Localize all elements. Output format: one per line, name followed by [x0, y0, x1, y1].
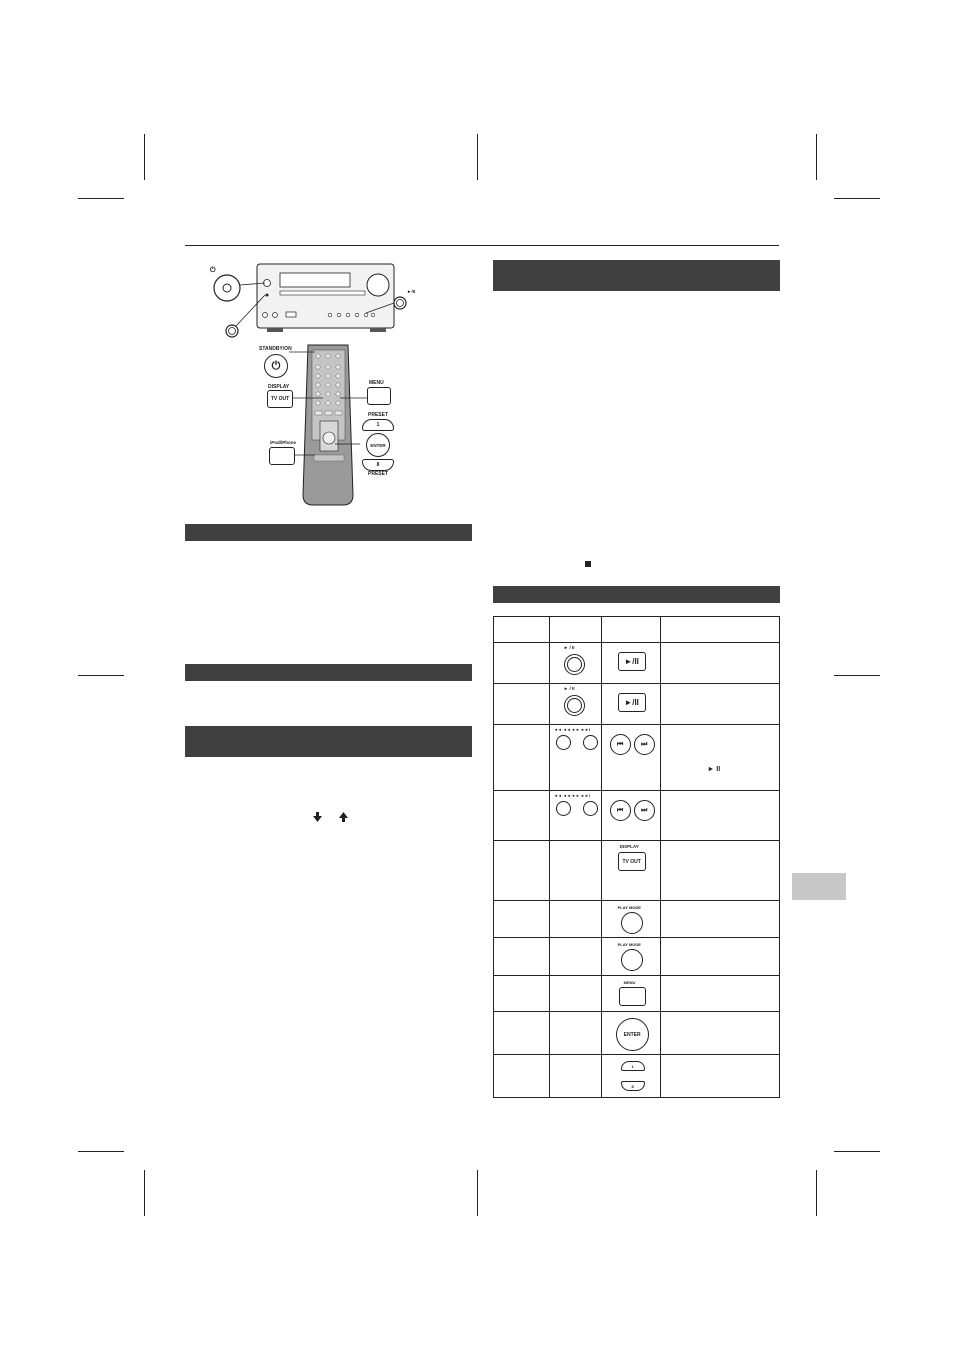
menu-button — [367, 387, 391, 405]
table-header-row — [494, 617, 780, 643]
side-language-tab — [792, 873, 846, 900]
tv-out-button: TV OUT — [267, 390, 293, 408]
play-pause-note: ► II — [707, 766, 721, 773]
unit-skip-labels: ◄◄ ◄◄ ►► ►►I — [553, 793, 590, 798]
preset-top-label: PRESET — [368, 412, 389, 418]
unit-standby-icon: ⏻ — [210, 267, 216, 274]
crop-mark — [477, 134, 478, 180]
stop-icon — [585, 561, 591, 567]
crop-mark — [834, 198, 880, 199]
remote-enter-button: ENTER — [616, 1018, 649, 1051]
unit-skip-back-button — [556, 801, 571, 816]
remote-play-mode-button — [621, 949, 643, 971]
preset-down-button: 8 — [362, 459, 394, 471]
enter-button: ENTER — [366, 433, 390, 457]
remote-play-mode-button — [621, 912, 643, 934]
remote-preset-down-button: 8 — [621, 1081, 645, 1091]
down-arrow-icon — [313, 812, 322, 822]
display-label: DISPLAY — [268, 384, 290, 390]
unit-play-pause-label: ►/II — [407, 289, 416, 294]
standby-button: ⏻ — [264, 354, 288, 378]
unit-skip-forward-button — [583, 801, 598, 816]
ipod-iphone-label: iPod/iPhone — [270, 440, 297, 445]
remote-preset-up-button: 1 — [621, 1061, 645, 1071]
table-row — [494, 938, 780, 976]
menu-label: MENU — [623, 980, 636, 985]
crop-mark — [816, 1170, 817, 1216]
remote-skip-back-button: ⏮ — [610, 734, 631, 755]
preset-bottom-label: PRESET — [368, 471, 389, 477]
header-rule — [185, 245, 779, 246]
remote-play-pause-button: ►/II — [618, 693, 646, 712]
crop-mark — [816, 134, 817, 180]
crop-mark — [144, 134, 145, 180]
up-arrow-icon — [339, 812, 348, 822]
unit-skip-forward-button — [583, 735, 598, 750]
operations-table — [493, 616, 780, 1098]
header-cell — [661, 617, 780, 643]
crop-mark — [78, 198, 124, 199]
crop-mark — [834, 1151, 880, 1152]
table-row — [494, 684, 780, 725]
table-row — [494, 643, 780, 684]
unit-play-pause-button — [564, 695, 585, 716]
ipod-iphone-button — [269, 447, 295, 465]
header-cell — [601, 617, 661, 643]
header-cell — [494, 617, 550, 643]
table-row — [494, 901, 780, 938]
remote-skip-forward-button: ⏭ — [634, 800, 655, 821]
section-header-bar — [493, 586, 780, 603]
crop-mark — [78, 1151, 124, 1152]
play-mode-label: PLAY MODE — [617, 942, 641, 947]
remote-skip-forward-button: ⏭ — [634, 734, 655, 755]
table-row — [494, 1012, 780, 1055]
unit-button-label: ► / II — [563, 686, 575, 691]
remote-tv-out-button: TV OUT — [618, 852, 646, 871]
preset-up-button: 1 — [362, 419, 394, 431]
table-row — [494, 976, 780, 1012]
device-illustration — [195, 255, 415, 515]
table-row — [494, 725, 780, 791]
unit-skip-back-button — [556, 735, 571, 750]
table-row — [494, 791, 780, 841]
section-header-bar — [185, 524, 472, 541]
display-label: DISPLAY — [619, 844, 639, 849]
crop-mark — [144, 1170, 145, 1216]
section-header-bar — [185, 726, 472, 757]
section-header-bar — [185, 664, 472, 681]
menu-label: MENU — [369, 380, 384, 386]
remote-menu-button — [619, 987, 646, 1006]
crop-mark — [78, 675, 124, 676]
crop-mark — [477, 1170, 478, 1216]
unit-button-label: ► / II — [563, 645, 575, 650]
remote-play-pause-button: ►/II — [618, 652, 646, 671]
unit-skip-labels: ◄◄ ◄◄ ►► ►►I — [553, 727, 590, 732]
unit-play-pause-button — [564, 654, 585, 675]
play-mode-label: PLAY MODE — [617, 905, 641, 910]
table-row — [494, 841, 780, 901]
header-cell — [549, 617, 601, 643]
crop-mark — [834, 675, 880, 676]
table-row — [494, 1055, 780, 1098]
remote-skip-back-button: ⏮ — [610, 800, 631, 821]
section-header-bar — [493, 260, 780, 291]
standby-label: STANDBY/ON — [259, 346, 292, 352]
